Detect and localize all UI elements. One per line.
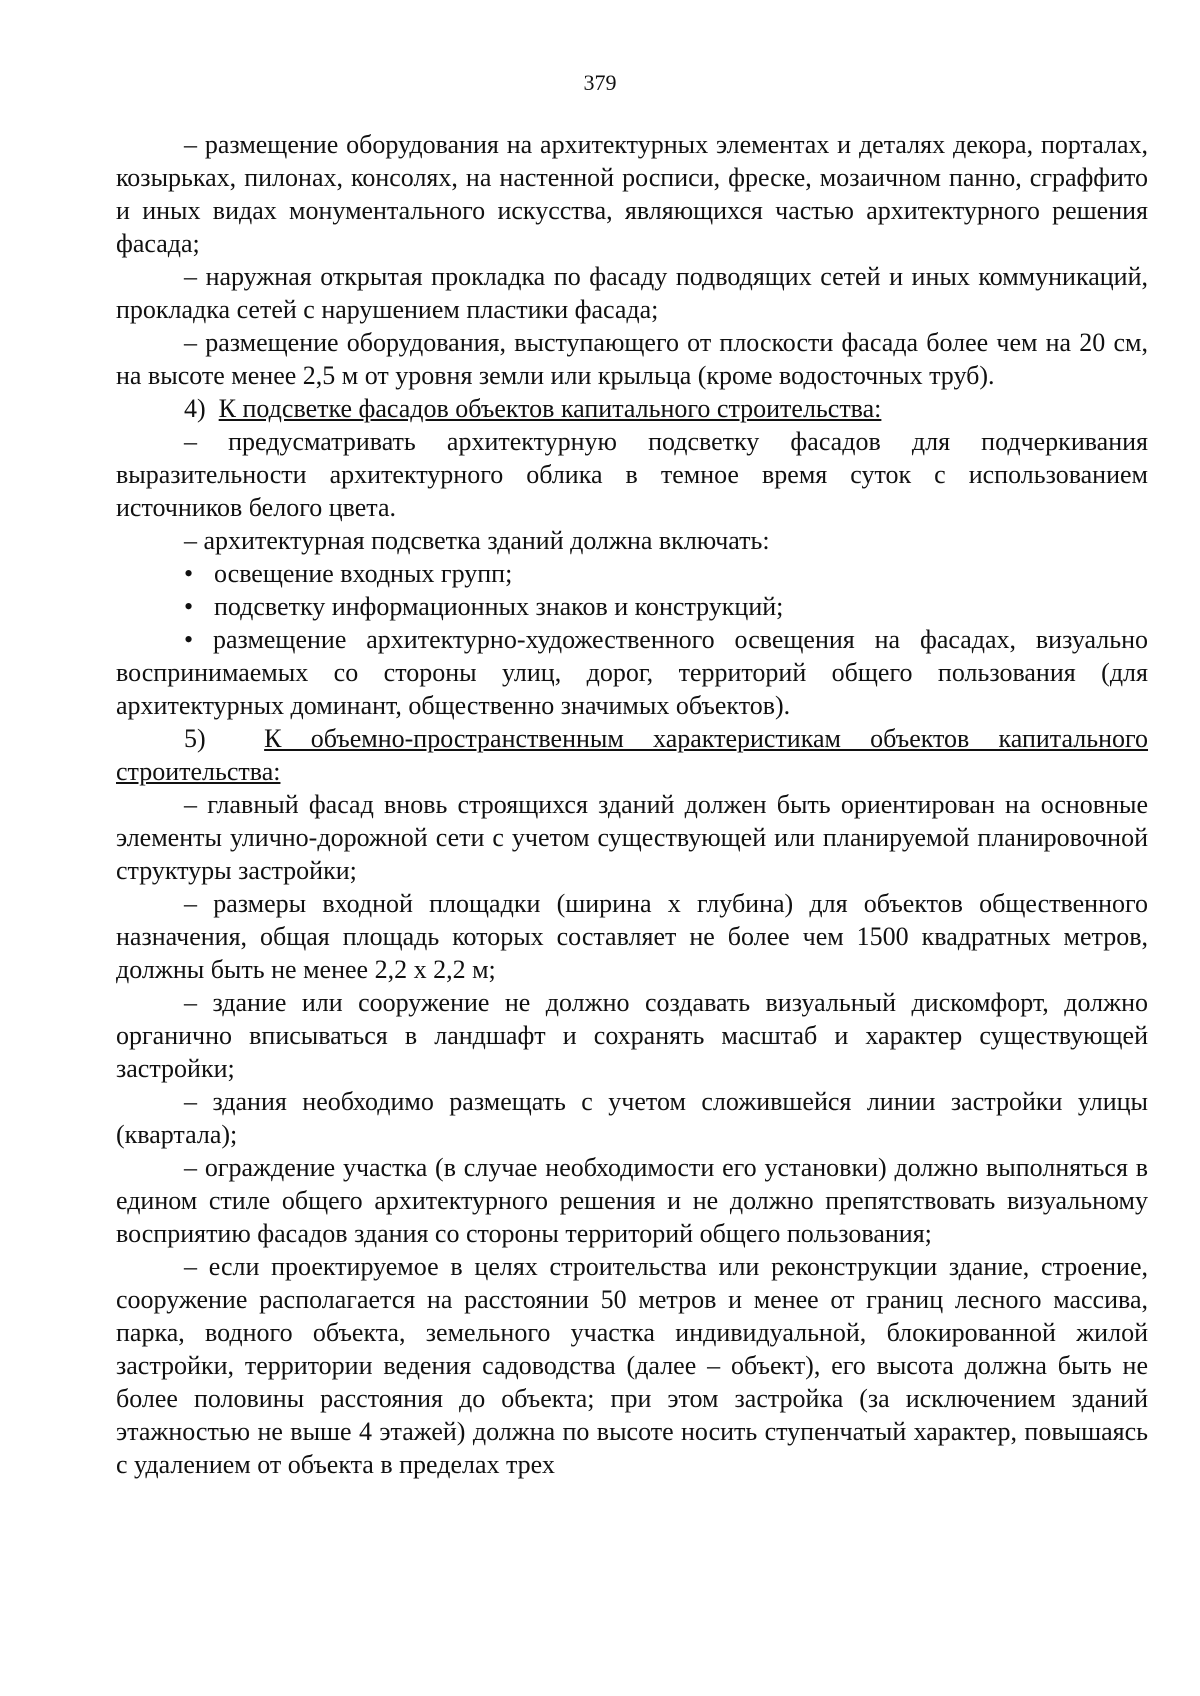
paragraph-16: – если проектируемое в целях строительства или реконструкции здание, строение, сооружение располагается на расстоянии 50 метров и менее от границ лесного массива, парка, водного объекта, земельного участка индивидуальной, блокированной жилой застройки, территории ведения садоводства (далее – объект), его высота должна быть не более половины расстояния до объекта; при этом застройка (за исключением зданий этажностью не выше 4 этажей) должна по высоте носить ступенчатый характер, повышаясь с удалением от объекта в пределах трех	[116, 1252, 1148, 1479]
bullet-text: размещение архитектурно-художественного освещения на фасадах, визуально воспринимаемых со стороны улиц, дорог, территорий общего пользования (для архитектурных доминант, общественно значимых объектов).	[116, 625, 1148, 720]
paragraph-15: – ограждение участка (в случае необходимости его установки) должно выполняться в едином стиле общего архитектурного решения и не должно препятствовать визуальному восприятию фасадов здания со стороны территорий общего пользования;	[116, 1153, 1148, 1248]
document-body	[116, 128, 1148, 1481]
section-title: К подсветке фасадов объектов капитального строительства:	[218, 394, 882, 423]
paragraph-1: – размещение оборудования на архитектурных элементах и деталях декора, порталах, козырьках, пилонах, консолях, на настенной росписи, фреске, мозаичном панно, сграффито и иных видах монументального искусства, являющихся частью архитектурного решения фасада;	[116, 130, 1148, 258]
bullet-dot-icon: •	[184, 625, 194, 654]
paragraph-6: – архитектурная подсветка зданий должна включать:	[184, 526, 770, 555]
bullet-dot-icon: •	[184, 559, 194, 588]
section-number: 5)	[184, 724, 206, 753]
bullet-dot-icon: •	[184, 592, 194, 621]
bullet-item	[116, 590, 1148, 623]
bullet-item	[116, 557, 1148, 590]
bullet-text: подсветку информационных знаков и конструкций;	[214, 592, 784, 621]
section-title: К объемно-пространственным характеристикам объектов капитального строительства:	[116, 724, 1149, 786]
paragraph-2: – наружная открытая прокладка по фасаду подводящих сетей и иных коммуникаций, прокладка сетей с нарушением пластики фасада;	[116, 262, 1148, 324]
paragraph-12: – размеры входной площадки (ширина х глубина) для объектов общественного назначения, общая площадь которых составляет не более чем 1500 квадратных метров, должны быть не менее 2,2 х 2,2 м;	[116, 889, 1148, 984]
paragraph-3: – размещение оборудования, выступающего от плоскости фасада более чем на 20 см, на высоте менее 2,5 м от уровня земли или крыльца (кроме водосточных труб).	[116, 328, 1148, 390]
section-heading-4	[116, 392, 1148, 425]
page-number: 379	[583, 70, 617, 95]
paragraph-11: – главный фасад вновь строящихся зданий должен быть ориентирован на основные элементы улично-дорожной сети с учетом существующей или планируемой планировочной структуры застройки;	[116, 790, 1148, 885]
paragraph-14: – здания необходимо размещать с учетом сложившейся линии застройки улицы (квартала);	[116, 1087, 1148, 1149]
bullet-item	[116, 623, 1148, 722]
paragraph-5: – предусматривать архитектурную подсветку фасадов для подчеркивания выразительности архитектурного облика в темное время суток с использованием источников белого цвета.	[116, 427, 1148, 522]
section-heading-5	[116, 722, 1148, 788]
paragraph-13: – здание или сооружение не должно создавать визуальный дискомфорт, должно органично вписываться в ландшафт и сохранять масштаб и характер существующей застройки;	[116, 988, 1148, 1083]
bullet-text: освещение входных групп;	[214, 559, 513, 588]
section-number: 4)	[184, 394, 206, 423]
